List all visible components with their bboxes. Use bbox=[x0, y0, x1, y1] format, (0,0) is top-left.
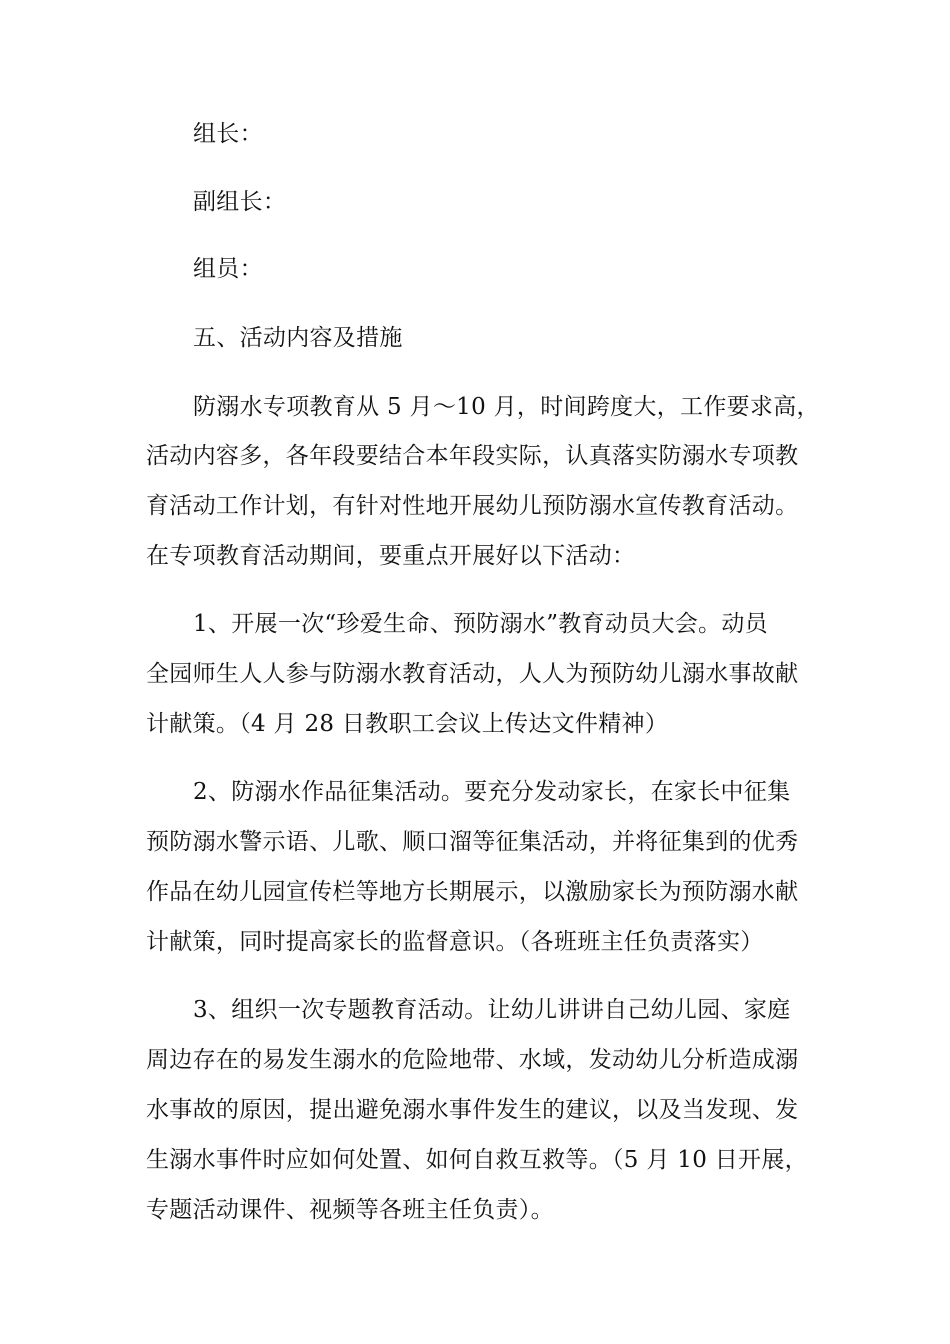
item-3-line: 水事故的原因，提出避免溺水事件发生的建议，以及当发现、发 bbox=[146, 1097, 799, 1123]
paragraph-intro-line: 活动内容多，各年段要结合本年段实际，认真落实防溺水专项教 bbox=[146, 443, 799, 469]
item-1-line: 1、开展一次“珍爱生命、预防溺水”教育动员大会。动员 bbox=[193, 611, 768, 637]
item-2-line: 2、防溺水作品征集活动。要充分发动家长，在家长中征集 bbox=[193, 779, 791, 805]
item-2-line: 计献策，同时提高家长的监督意识。（各班班主任负责落实） bbox=[146, 929, 764, 955]
paragraph-intro-line: 在专项教育活动期间，要重点开展好以下活动： bbox=[146, 543, 636, 569]
deputy-leader-label: 副组长： bbox=[193, 189, 287, 215]
section-heading: 五、活动内容及措施 bbox=[193, 325, 403, 351]
paragraph-intro-line: 育活动工作计划，有针对性地开展幼儿预防溺水宣传教育活动。 bbox=[146, 493, 799, 519]
item-1-line: 全园师生人人参与防溺水教育活动，人人为预防幼儿溺水事故献 bbox=[146, 661, 799, 687]
paragraph-intro-line: 防溺水专项教育从 5 月～10 月，时间跨度大，工作要求高， bbox=[193, 394, 820, 420]
item-3-line: 生溺水事件时应如何处置、如何自救互救等。（5 月 10 日开展， bbox=[146, 1147, 808, 1173]
item-3-line: 周边存在的易发生溺水的危险地带、水域，发动幼儿分析造成溺 bbox=[146, 1047, 799, 1073]
item-3-line: 专题活动课件、视频等各班主任负责）。 bbox=[146, 1197, 554, 1223]
item-2-line: 预防溺水警示语、儿歌、顺口溜等征集活动，并将征集到的优秀 bbox=[146, 829, 799, 855]
item-1-line: 计献策。（4 月 28 日教职工会议上传达文件精神） bbox=[146, 711, 669, 737]
members-label: 组员： bbox=[193, 256, 263, 282]
item-3-line: 3、组织一次专题教育活动。让幼儿讲讲自己幼儿园、家庭 bbox=[193, 997, 791, 1023]
leader-label: 组长： bbox=[193, 121, 263, 147]
item-2-line: 作品在幼儿园宣传栏等地方长期展示，以激励家长为预防溺水献 bbox=[146, 879, 799, 905]
